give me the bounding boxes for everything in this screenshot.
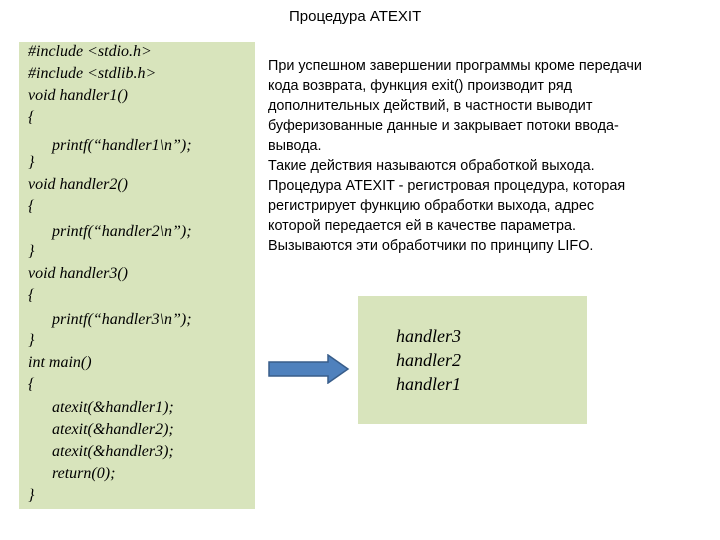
code-line: void handler3(): [28, 265, 128, 282]
code-line: {: [28, 287, 35, 304]
description-line: Такие действия называются обработкой выхода.: [268, 158, 595, 174]
handler-stack-item: handler2: [396, 350, 461, 370]
code-line: atexit(&handler2);: [28, 421, 174, 438]
description-text: [268, 56, 713, 256]
code-line: #include <stdlib.h>: [28, 65, 157, 82]
code-line: return(0);: [28, 465, 116, 482]
description-line: При успешном завершении программы кроме передачи: [268, 58, 642, 74]
code-line: void handler1(): [28, 87, 128, 104]
code-line: printf(“handler3\n”);: [28, 311, 192, 328]
code-listing-box: [19, 42, 255, 509]
code-line: }: [28, 487, 35, 504]
code-line: }: [28, 154, 35, 171]
code-line: printf(“handler2\n”);: [28, 223, 192, 240]
right-arrow-icon: [268, 354, 350, 384]
description-line: дополнительных действий, в частности выводит: [268, 98, 593, 114]
code-line: atexit(&handler1);: [28, 399, 174, 416]
description-line: Вызываются эти обработчики по принципу LIFO.: [268, 238, 594, 254]
description-line: Процедура ATEXIT - регистровая процедура, которая: [268, 178, 626, 194]
description-line: буферизованные данные и закрывает потоки ввода-: [268, 118, 619, 134]
code-line: {: [28, 198, 35, 215]
code-line: void handler2(): [28, 176, 128, 193]
right-arrow-shape: [269, 355, 348, 383]
code-line: printf(“handler1\n”);: [28, 137, 192, 154]
code-line: }: [28, 332, 35, 349]
slide-title: Процедура ATEXIT: [289, 8, 422, 25]
code-line: }: [28, 243, 35, 260]
description-line: которой передается ей в качестве параметра.: [268, 218, 577, 234]
code-line: atexit(&handler3);: [28, 443, 174, 460]
handler-stack-box: [358, 296, 587, 424]
description-line: регистрирует функцию обработки выхода, адрес: [268, 198, 595, 214]
handler-stack-item: handler1: [396, 374, 461, 394]
code-line: {: [28, 109, 35, 126]
handler-stack-item: handler3: [396, 326, 461, 346]
code-line: int main(): [28, 354, 92, 371]
code-line: {: [28, 376, 35, 393]
description-line: вывода.: [268, 138, 322, 154]
description-line: кода возврата, функция exit() производит ряд: [268, 78, 573, 94]
code-line: #include <stdio.h>: [28, 43, 152, 60]
